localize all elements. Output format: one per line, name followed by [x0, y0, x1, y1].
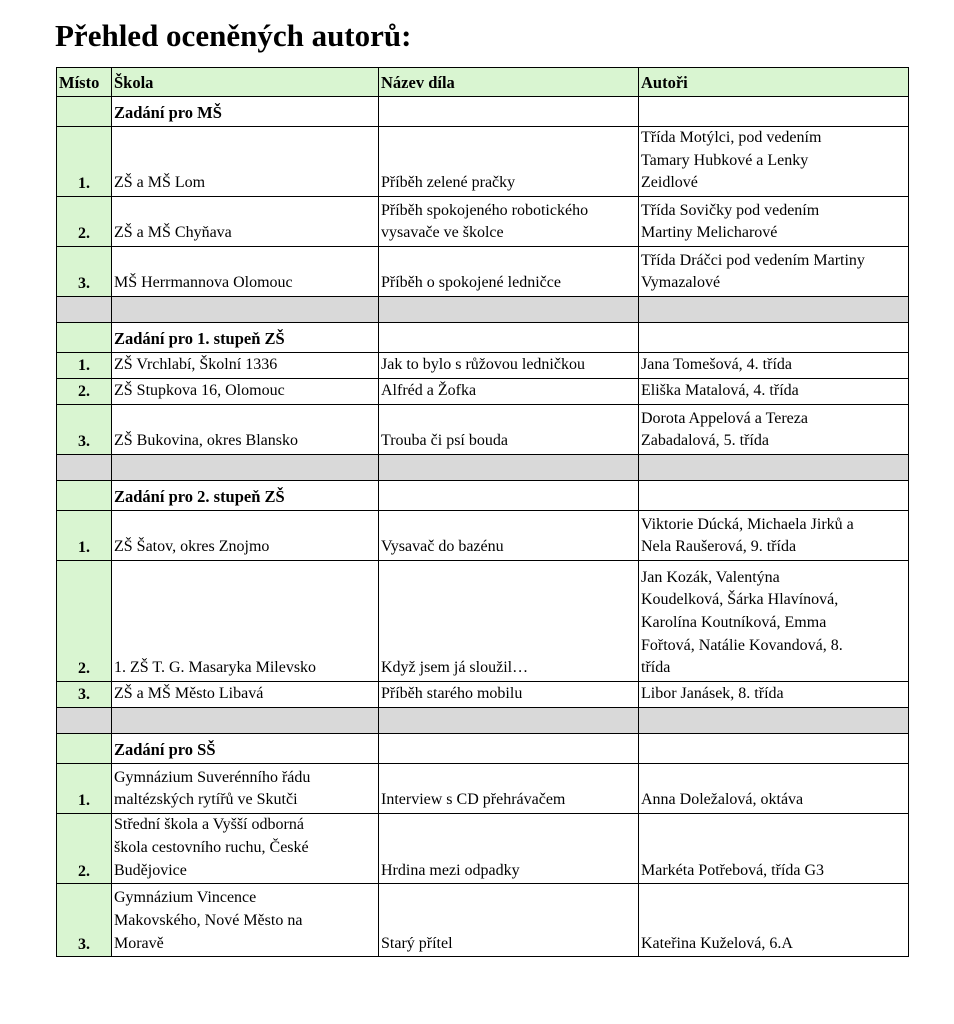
- place-cell: [57, 481, 112, 511]
- authors-cell: [639, 511, 909, 561]
- separator-cell: [112, 297, 379, 323]
- school-line: Budějovice: [114, 861, 187, 879]
- place-cell: 3.: [57, 405, 112, 455]
- separator-cell: [112, 708, 379, 734]
- authors-line: Viktorie Dúcká, Michaela Jirků a: [641, 515, 854, 533]
- column-header-skola: Škola: [112, 68, 379, 97]
- authors-line: Zeidlové: [641, 174, 698, 192]
- column-header-autori: Autoři: [639, 68, 909, 97]
- empty-cell: [379, 323, 639, 353]
- place-cell: 3.: [57, 682, 112, 708]
- work-title-cell: Příběh starého mobilu: [379, 682, 639, 708]
- section-label: Zadání pro SŠ: [112, 734, 379, 764]
- place-cell: 1.: [57, 764, 112, 814]
- authors-line: Karolína Koutníková, Emma: [641, 614, 827, 631]
- authors-line: Vymazalové: [641, 274, 721, 292]
- awards-table: [56, 67, 909, 957]
- authors-line: třída: [641, 659, 671, 677]
- authors-line: Třída Sovičky pod vedením: [641, 201, 820, 219]
- school-line: Střední škola a Vyšší odborná: [114, 816, 304, 834]
- authors-line: Koudelková, Šárka Hlavínová,: [641, 591, 839, 609]
- authors-cell: [639, 682, 909, 708]
- table-row: [57, 682, 909, 708]
- section-label: Zadání pro MŠ: [112, 97, 379, 127]
- table-row: [57, 884, 909, 957]
- authors-line: Anna Doležalová, oktáva: [641, 791, 804, 809]
- authors-line: Martiny Melicharové: [641, 224, 778, 242]
- authors-line: Fořtová, Natálie Kovandová, 8.: [641, 636, 843, 654]
- school-line: Gymnázium Vincence: [114, 889, 257, 907]
- section-label: Zadání pro 1. stupeň ZŠ: [112, 323, 379, 353]
- work-title-cell: Starý přítel: [379, 884, 639, 957]
- school-line: maltézských rytířů ve Skutči: [114, 791, 298, 809]
- work-title-cell: Jak to bylo s růžovou ledničkou: [379, 353, 639, 379]
- school-cell: [112, 764, 379, 814]
- work-title-line: vysavače ve školce: [381, 224, 504, 242]
- school-cell: 1. ZŠ T. G. Masaryka Milevsko: [112, 561, 379, 682]
- page-title: Přehled oceněných autorů:: [55, 18, 412, 53]
- authors-cell: [639, 884, 909, 957]
- work-title-cell: Příběh zelené pračky: [379, 127, 639, 197]
- table-header-row: [57, 68, 909, 97]
- section-header-row: [57, 323, 909, 353]
- place-cell: 1.: [57, 511, 112, 561]
- authors-line: Třída Dráčci pod vedením Martiny: [641, 251, 865, 269]
- work-title-cell: Trouba či psí bouda: [379, 405, 639, 455]
- table-row: [57, 511, 909, 561]
- place-cell: 2.: [57, 561, 112, 682]
- authors-cell: [639, 197, 909, 247]
- table-row: [57, 561, 909, 682]
- authors-cell: [639, 561, 909, 682]
- school-cell: ZŠ a MŠ Město Libavá: [112, 682, 379, 708]
- authors-line: Tamary Hubkové a Lenky: [641, 151, 809, 169]
- table-row: [57, 814, 909, 884]
- table-body: [57, 97, 909, 957]
- school-cell: ZŠ Vrchlabí, Školní 1336: [112, 353, 379, 379]
- school-cell: [112, 884, 379, 957]
- school-cell: MŠ Herrmannova Olomouc: [112, 247, 379, 297]
- empty-cell: [639, 734, 909, 764]
- school-cell: [112, 814, 379, 884]
- separator-cell: [639, 708, 909, 734]
- authors-line: Zabadalová, 5. třída: [641, 432, 769, 450]
- place-cell: [57, 323, 112, 353]
- separator-cell: [639, 297, 909, 323]
- place-cell: 1.: [57, 353, 112, 379]
- work-title-cell: Interview s CD přehrávačem: [379, 764, 639, 814]
- separator-cell: [57, 297, 112, 323]
- authors-line: Markéta Potřebová, třída G3: [641, 861, 825, 879]
- table-row: [57, 247, 909, 297]
- work-title-line: Příběh spokojeného robotického: [381, 201, 589, 219]
- school-line: škola cestovního ruchu, České: [114, 838, 309, 856]
- authors-cell: [639, 127, 909, 197]
- empty-cell: [379, 97, 639, 127]
- separator-cell: [639, 455, 909, 481]
- authors-cell: [639, 379, 909, 405]
- section-header-row: [57, 481, 909, 511]
- column-header-nazev: Název díla: [379, 68, 639, 97]
- place-cell: 3.: [57, 884, 112, 957]
- authors-line: Jana Tomešová, 4. třída: [641, 356, 792, 374]
- authors-cell: [639, 764, 909, 814]
- empty-cell: [379, 481, 639, 511]
- empty-cell: [639, 97, 909, 127]
- column-header-misto: Místo: [57, 68, 112, 97]
- table-row: [57, 764, 909, 814]
- place-cell: 2.: [57, 197, 112, 247]
- empty-cell: [379, 734, 639, 764]
- school-cell: ZŠ Stupkova 16, Olomouc: [112, 379, 379, 405]
- place-cell: [57, 734, 112, 764]
- separator-cell: [57, 455, 112, 481]
- separator-cell: [379, 455, 639, 481]
- table-row: [57, 405, 909, 455]
- table-row: [57, 353, 909, 379]
- authors-line: Kateřina Kuželová, 6.A: [641, 934, 793, 952]
- place-cell: 2.: [57, 379, 112, 405]
- school-line: Moravě: [114, 934, 164, 952]
- school-cell: ZŠ a MŠ Chyňava: [112, 197, 379, 247]
- work-title-cell: Příběh o spokojené ledničce: [379, 247, 639, 297]
- place-cell: 3.: [57, 247, 112, 297]
- place-cell: [57, 97, 112, 127]
- separator-cell: [112, 455, 379, 481]
- authors-line: Dorota Appelová a Tereza: [641, 409, 808, 427]
- table-row: [57, 379, 909, 405]
- table-row: [57, 197, 909, 247]
- work-title-cell: Když jsem já sloužil…: [379, 561, 639, 682]
- table-row: [57, 127, 909, 197]
- section-header-row: [57, 734, 909, 764]
- separator-cell: [379, 708, 639, 734]
- authors-line: Třída Motýlci, pod vedením: [641, 129, 822, 146]
- school-line: Makovského, Nové Město na: [114, 911, 303, 929]
- separator-row: [57, 455, 909, 481]
- school-line: Gymnázium Suverénního řádu: [114, 768, 311, 786]
- place-cell: 2.: [57, 814, 112, 884]
- authors-line: Libor Janásek, 8. třída: [641, 685, 784, 703]
- authors-line: Eliška Matalová, 4. třída: [641, 382, 799, 400]
- school-cell: ZŠ a MŠ Lom: [112, 127, 379, 197]
- school-cell: ZŠ Šatov, okres Znojmo: [112, 511, 379, 561]
- section-label: Zadání pro 2. stupeň ZŠ: [112, 481, 379, 511]
- school-cell: ZŠ Bukovina, okres Blansko: [112, 405, 379, 455]
- place-cell: 1.: [57, 127, 112, 197]
- section-header-row: [57, 97, 909, 127]
- work-title-cell: Alfréd a Žofka: [379, 379, 639, 405]
- empty-cell: [639, 323, 909, 353]
- work-title-cell: [379, 197, 639, 247]
- separator-cell: [379, 297, 639, 323]
- empty-cell: [639, 481, 909, 511]
- separator-cell: [57, 708, 112, 734]
- authors-cell: [639, 247, 909, 297]
- separator-row: [57, 708, 909, 734]
- authors-line: Nela Raušerová, 9. třída: [641, 538, 797, 556]
- authors-cell: [639, 353, 909, 379]
- work-title-cell: Vysavač do bazénu: [379, 511, 639, 561]
- authors-line: Jan Kozák, Valentýna: [641, 568, 780, 586]
- authors-cell: [639, 814, 909, 884]
- work-title-cell: Hrdina mezi odpadky: [379, 814, 639, 884]
- separator-row: [57, 297, 909, 323]
- authors-cell: [639, 405, 909, 455]
